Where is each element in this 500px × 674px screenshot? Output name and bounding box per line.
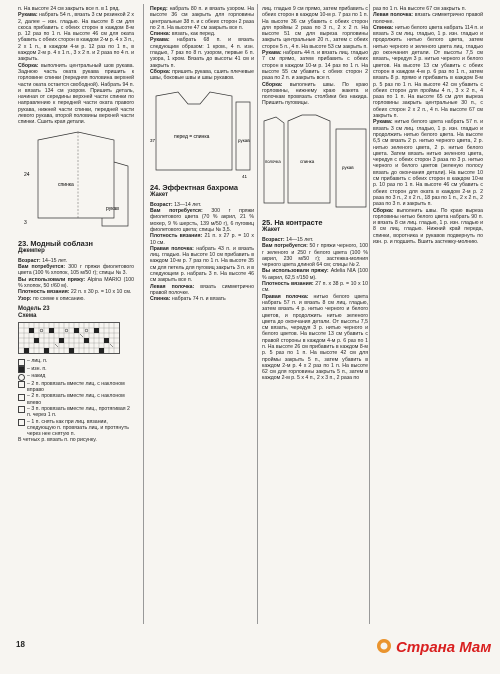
column-divider xyxy=(143,4,144,624)
sketch-23 xyxy=(18,126,134,238)
sketch-label: 24 xyxy=(24,171,30,178)
model-subtitle: Жакет xyxy=(262,226,281,233)
sketch-label: рукав xyxy=(106,205,119,212)
sketch-label: рукав xyxy=(342,164,354,170)
sketch-24 xyxy=(150,82,254,182)
paragraph: лиц. гладью 9 см прямо, затем прибавить с обеих сторон в каждом 10-м р. 7 раз по 1 п. На высоте 36 см убавить с обеих сторон для проймы 2 раза по 3 п., 2 х 2 п. На высоте 51 см для выреза горловины закрыть центральные 20 п., затем с обеих сторон 5 п., 4 п. На высоте 53 см закрыть п. xyxy=(262,6,368,50)
legend-item: – 1 п. снять как при лиц. вязании, следующую п. провязать лиц. и протянуть через нее снятую п. xyxy=(18,419,134,438)
paragraph: Плотность вязания: 22 п. х 30 р. = 10 х 10 см. xyxy=(18,289,132,296)
paragraph: Плотность вязания: 27 п. х 38 р. = 10 х 10 см. xyxy=(262,281,369,294)
paragraph: Левая полочка: вязать симметрично правой полочке. xyxy=(373,12,483,25)
paragraph: Правая полочка: набрать 43 п. и вязать лиц. гладью. На высоте 10 см прибавить в каждом 10-м р. 7 раз по 1 п. На высоте 35 см для петель для пуговиц закрыть 3 п. и в следующем р. набрать 3 п. На высоте 46 см закрыть все п. xyxy=(150,245,254,284)
legend-item: – накид xyxy=(18,373,134,381)
pattern-sketch-25 xyxy=(262,107,368,217)
paragraph: Спинка: вязать, как перед. xyxy=(150,31,216,38)
purl-stitch-icon xyxy=(18,366,25,373)
pattern-sketch-23 xyxy=(18,126,134,238)
column-4 xyxy=(373,6,483,245)
slip-stitch-icon xyxy=(18,419,25,426)
column-3 xyxy=(262,6,368,382)
knit-stitch-icon xyxy=(18,359,25,366)
decrease-left-icon xyxy=(18,394,25,401)
paragraph: Рукава: нитью белого цвета набрать 57 п. и вязать 3 см лиц. гладью, 1 р. изн. гладью и продолжить нитью белого цвета. На высоте 6,5 см вязать 2 р. нитью черного цвета, 2 р. нитью зеленого цвета, 2 р. нитью белого цвета. Затем вязать нитью зеленого цвета, чередуя с обеих сторон 3 раза по 3 р. нитью черного и белого цветов (зеленую полосу вязать до окончания детали). На высоте 10 см прибавить с обеих сторон в каждом 10-м р. 10 раз по 1 п. На высоте 46 см убавить с обеих сторон для оката в каждом 2-м р. 2 раза по 3 п., 2 х 2 п., 18 раз по 1 п., 2 х 2 п., 2 раза по 3 п. и закрыть п. xyxy=(373,119,483,208)
paragraph: Спинка: нитью белого цвета набрать 114 п. и вязать 3 см лиц. гладью, 1 р. изн. гладью и продолжить нитью белого цвета, затем нитью черного и зеленого цвета лиц. гладью до окончания детали. От высоты 7,5 см вязать, чередуя 3 р. нитью черного и белого цветов. На высоте 13 см убавить с обеих сторон в каждом 4-м р. 6 раз по 1 п., затем вязать 8 р. прямо и прибавить в каждом 8-м р. 5 раз по 1 п. На высоте 42 см убавить с обеих сторон для проймы 4 п., 3 х 2 п., 4 раза по 1 п. На высоте 65 см для выреза горловины закрыть центральные 30 п., с обеих сторон 2 х 2 п., 4 п. На высоте 67 см закрыть п. xyxy=(373,24,483,120)
knitting-chart xyxy=(18,322,120,354)
sketch-label: полочка xyxy=(265,158,281,164)
paragraph: Рукава: набрать 54 п., вязать 3 см резинкой 2 х 2, далее – изн. гладью. На высоте 8 см для скоса прибавить с обеих сторон в каждом 8-м р. 12 раз по 1 п. На высоте 46 см для оката убавить с обеих сторон в каждом 2-м р. 4 х 3 п., 2 х 1 п., в каждом 4-м р. 12 раз по 1 п., в каждом 2-м р. 4 х 1 п., 3 х 2 п. и 2 раза по 4 п. и закрыть. xyxy=(18,12,134,63)
paragraph: п. На высоте 24 см закрыть все п. в 1 ряд. xyxy=(18,6,120,12)
legend-item: – 3 п. провязать вместе лиц., протягивая 2 п. через 1 п. xyxy=(18,406,134,419)
sketch-label: перед = спинка xyxy=(174,133,210,140)
paragraph: Вам потребуется: 300 г пряжи фиолетового цвета (100 % хлопок, 105 м/50 г); спицы № 3. xyxy=(18,264,134,277)
sketch-label: спинка xyxy=(300,158,315,164)
legend-item: – 2 п. провязать вместе лиц. с наклоном вправо xyxy=(18,381,134,394)
sketch-25 xyxy=(262,107,368,217)
paragraph: Возраст: 13—14 лет. xyxy=(150,201,202,208)
paragraph: Сборка: выполнить швы. По краю горловины, нижнему краю жакета и полочкам провязать столбики без накида. Пришить пуговицы. xyxy=(262,81,368,107)
paragraph: Вы использовали пряжу: Adelia NIA (100 % акрил, 62,5 г/150 м). xyxy=(262,268,368,281)
sketch-label: рукав xyxy=(238,137,250,143)
schema-subtitle: Схема xyxy=(18,312,37,319)
paragraph: Узор: по схеме к описанию. xyxy=(18,295,85,302)
paragraph: Левая полочка: вязать симметрично правой полочке. xyxy=(150,283,254,296)
pattern-sketch-24 xyxy=(150,82,254,182)
yarn-over-icon xyxy=(18,374,25,381)
chart-legend xyxy=(18,358,134,437)
paragraph: раз по 1 п. На высоте 67 см закрыть п. xyxy=(373,6,467,12)
paragraph: Вы использовали пряжу: Alpina MARIO (100 % хлопок, 50 г/60 м). xyxy=(18,276,134,290)
model-title: 24. Эффектная бахрома xyxy=(150,182,238,192)
paragraph: Спинка: набрать 74 п. и вязать xyxy=(150,296,226,303)
decrease-three-icon xyxy=(18,406,25,413)
paragraph: Плотность вязания: 21 п. х 27 р. = 10 х 10 см. xyxy=(150,233,254,246)
paragraph: Возраст: 14–15 лет. xyxy=(18,257,67,264)
schema-title: Модель 23 xyxy=(18,305,50,312)
paragraph: Сборка: выполнить швы. По краю выреза горловины нитью белого цвета набрать 90 п. и вязать 8 см лиц. гладью, 1 р. изн. гладью и 8 см лиц. гладью. Нижний край переда, спинки, воротника и рукавов подвернуть по изн. р. и подшить. Вшить застежку-молнию. xyxy=(373,207,483,245)
model-title: 25. На контрасте xyxy=(262,217,323,227)
paragraph: Сборка: пришить рукава, сшить плечевые швы, боковые швы и швы рукавов. xyxy=(150,68,254,82)
legend-item: – изн. п. xyxy=(18,366,134,374)
page-number: 18 xyxy=(16,640,25,649)
sketch-label: спинка xyxy=(58,181,74,188)
watermark-logo xyxy=(372,628,492,664)
model-title: 23. Модный соблазн xyxy=(18,238,94,248)
column-1 xyxy=(18,6,134,444)
model-subtitle: Жакет xyxy=(150,191,169,198)
paragraph: Правая полочка: нитью белого цвета набрать 57 п. и вязать 8 см лиц. гладью, затем вязать 4 р. нитью черного и белого цветов, и продолжить нитью зеленого цвета до окончания детали. От высоты 7,5 см вязать, чередуя 3 р. нитью черного и белого цветов. На высоте 13 см убавить с правой стороны в каждом 4-м р. 6 раз по 1 п. На высоте 26 см прибавить в каждом 8-м р. 5 раз по 1 п. На высоте 42 см для проймы закрыть 5 п., затем убавить в каждом 2-м р. 4 х 2 раз по 1 п. На высоте 62 см для горловины закрыть 5 п., затем в каждом 2-м р. 5 х 4 п., 2 х 3 п., 2 раза по xyxy=(262,293,368,382)
legend-item: – 2 п. провязать вместе лиц. с наклоном влево xyxy=(18,393,134,406)
paragraph: Вам потребуется: 300 г пряжи фиолетового цвета (70 % акрил, 21 % мохер, 9 % шерсть, 139 м/50 г), 6 пуговиц фиолетового цвета; спицы № 3,5. xyxy=(150,208,254,233)
decrease-right-icon xyxy=(18,381,25,388)
sketch-label: 3 xyxy=(24,219,27,226)
paragraph: В четных р. вязать п. по рисунку. xyxy=(18,437,97,444)
paragraph: Перед: набрать 80 п. и вязать узором. На высоте 36 см закрыть для горловины центральные 38 п. и с обеих сторон 2 раза по 2 п. На высоте 47 см закрыть все п. xyxy=(150,6,254,31)
paragraph: Рукава: набрать 68 п. и вязать следующим образом: 1 кром., 4 п. изн. гладью, 7 раз по 8 п. узором, первые 6 п. узора, 1 кром. Вязать до высоты 41 см и закрыть п. xyxy=(150,37,254,69)
legend-item: – лиц. п. xyxy=(18,358,134,366)
column-divider xyxy=(257,4,258,624)
sketch-label: 41 xyxy=(242,173,248,179)
paragraph: Возраст: 14—15 лет. xyxy=(262,236,314,243)
column-2 xyxy=(150,6,254,303)
model-subtitle: Джемпер xyxy=(18,247,45,254)
paragraph: Рукава: набрать 44 п. и вязать лиц. гладью 7 см прямо, затем прибавить с обеих сторон в каждом 10-м р. 14 раз по 1 п. На высоте 55 см убавить с обеих сторон 2 раза по 2 п. и закрыть все п. xyxy=(262,50,368,82)
column-divider xyxy=(369,4,370,624)
sketch-label: 37 xyxy=(150,137,156,143)
paragraph: Вам потребуется: 50 г пряжи черного, 100 г зеленого и 250 г белого цвета (100 % акрил, 230 м/50 г); застежка-молния черного цвета длиной 64 см; спицы № 2. xyxy=(262,243,368,269)
paragraph: Сборка: выполнить центральный шов рукава. Заднюю часть оката рукава пришить к горловине спинки (передняя половина верхней части оката остается свободной). Набрать 94 п. и вязать 134 см узором. Пришить деталь, начиная от середины верхней части спинки по направлению к передней части оката правого рукава, нижней части спинки, передней части левого рукава, второй половины верхней части спинки. Сшить края детали. xyxy=(18,62,134,126)
watermark-text: Страна Мам xyxy=(396,639,492,656)
watermark-icon xyxy=(372,628,492,664)
